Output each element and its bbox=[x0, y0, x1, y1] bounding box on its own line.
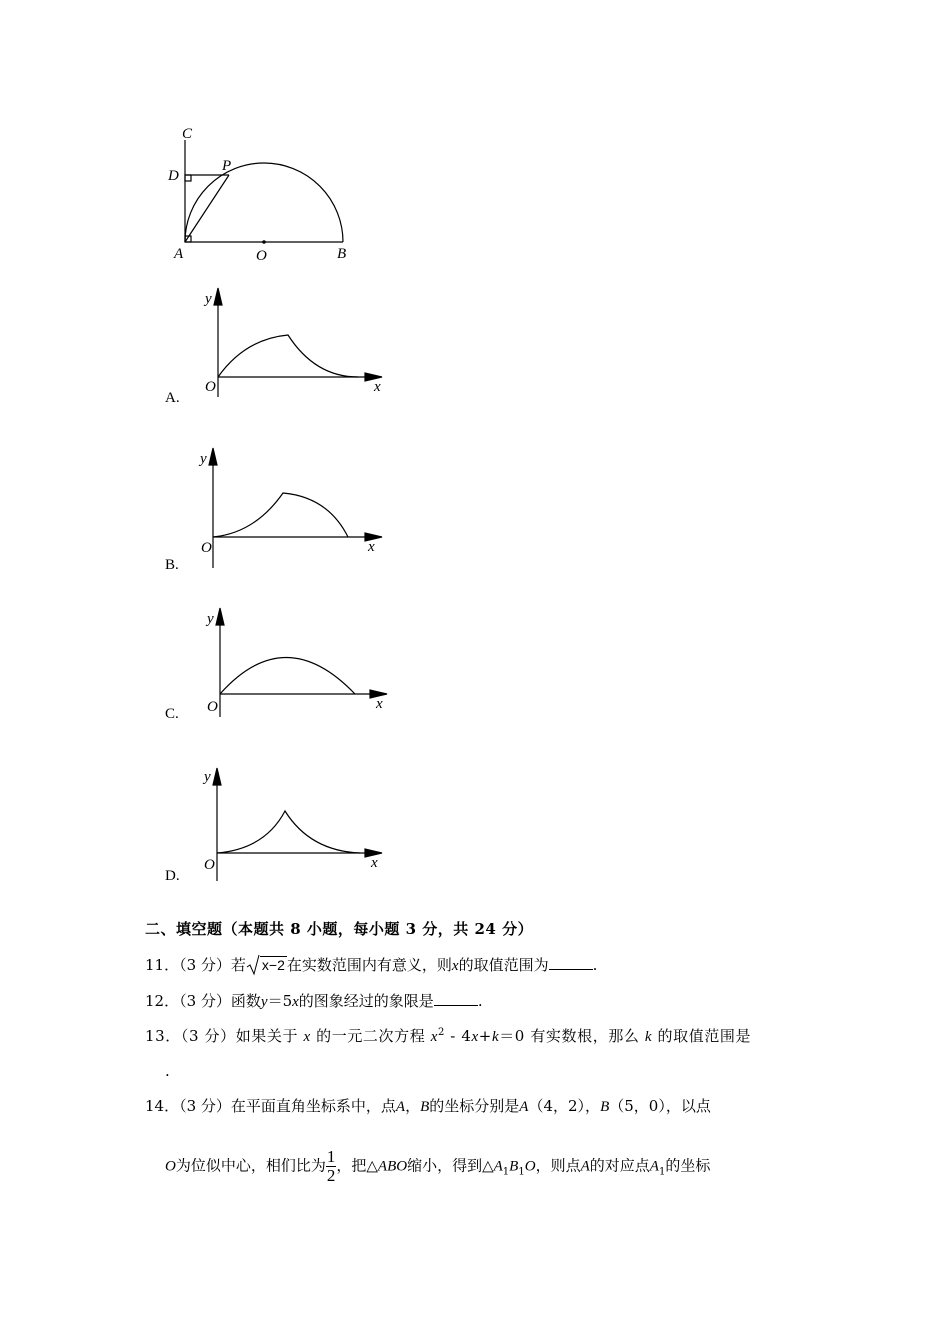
curve-b bbox=[213, 493, 348, 537]
option-d-label: D. bbox=[165, 868, 180, 884]
label-c: C bbox=[182, 126, 193, 142]
origin-a: O bbox=[205, 379, 216, 395]
label-o: O bbox=[256, 248, 267, 264]
option-a-graph bbox=[190, 283, 390, 403]
label-b: B bbox=[337, 246, 347, 262]
fraction-one-half: $\frac{1}{2}$ bbox=[326, 1147, 336, 1185]
axis-x-c: x bbox=[376, 696, 383, 712]
option-b-label: B. bbox=[165, 557, 179, 573]
option-d-graph bbox=[190, 763, 390, 883]
axis-x-d: x bbox=[371, 855, 378, 871]
option-a-label: A. bbox=[165, 390, 180, 406]
axis-y-c: y bbox=[207, 611, 214, 627]
curve-c bbox=[220, 658, 355, 695]
origin-b: O bbox=[201, 540, 212, 556]
label-d: D bbox=[168, 168, 179, 184]
origin-d: O bbox=[204, 857, 215, 873]
right-angle-d bbox=[185, 175, 191, 181]
curve-a bbox=[218, 335, 358, 377]
center-point-o bbox=[262, 240, 266, 244]
axis-y-a: y bbox=[205, 291, 212, 307]
section-title: 二、填空题（本题共 8 小题，每小题 3 分，共 24 分） bbox=[145, 920, 534, 938]
option-c-label: C. bbox=[165, 706, 179, 722]
question-13-line2: . bbox=[165, 1062, 170, 1080]
label-p: P bbox=[222, 158, 232, 174]
axis-y-b: y bbox=[200, 451, 207, 467]
line-ap bbox=[185, 175, 229, 242]
axis-x-b: x bbox=[368, 539, 375, 555]
geometry-figure bbox=[160, 120, 370, 270]
origin-c: O bbox=[207, 699, 218, 715]
axis-x-a: x bbox=[374, 379, 381, 395]
question-13: 13．（3 分）如果关于 x 的一元二次方程 $x^2 - 4x+k=0$ 有实数根，那么 k 的取值范围是 bbox=[145, 1027, 752, 1045]
curve-d bbox=[217, 811, 360, 853]
option-b-graph bbox=[190, 443, 390, 568]
question-11: 11．（3 分）若 x−2 在实数范围内有意义，则x的取值范围为 . bbox=[145, 956, 598, 974]
option-c-graph bbox=[190, 603, 390, 718]
question-12: 12．（3 分）函数y＝5x的图象经过的象限是 . bbox=[145, 992, 483, 1010]
question-14: 14．（3 分）在平面直角坐标系中，点A，B的坐标分别是A（4，2），B（5，0），以点 bbox=[145, 1097, 711, 1115]
axis-y-d: y bbox=[204, 769, 211, 785]
sqrt-expression: x−2 bbox=[246, 956, 287, 974]
question-14-line2: O为位似中心，相们比为 $\frac{1}{2}$ ，把△ABO缩小，得到$\triangle A_1B_1O$，则点A的对应点$A_1$的坐标 bbox=[165, 1147, 711, 1185]
answer-blank-11[interactable] bbox=[549, 957, 593, 970]
label-a: A bbox=[174, 246, 184, 262]
answer-blank-12[interactable] bbox=[434, 993, 478, 1006]
